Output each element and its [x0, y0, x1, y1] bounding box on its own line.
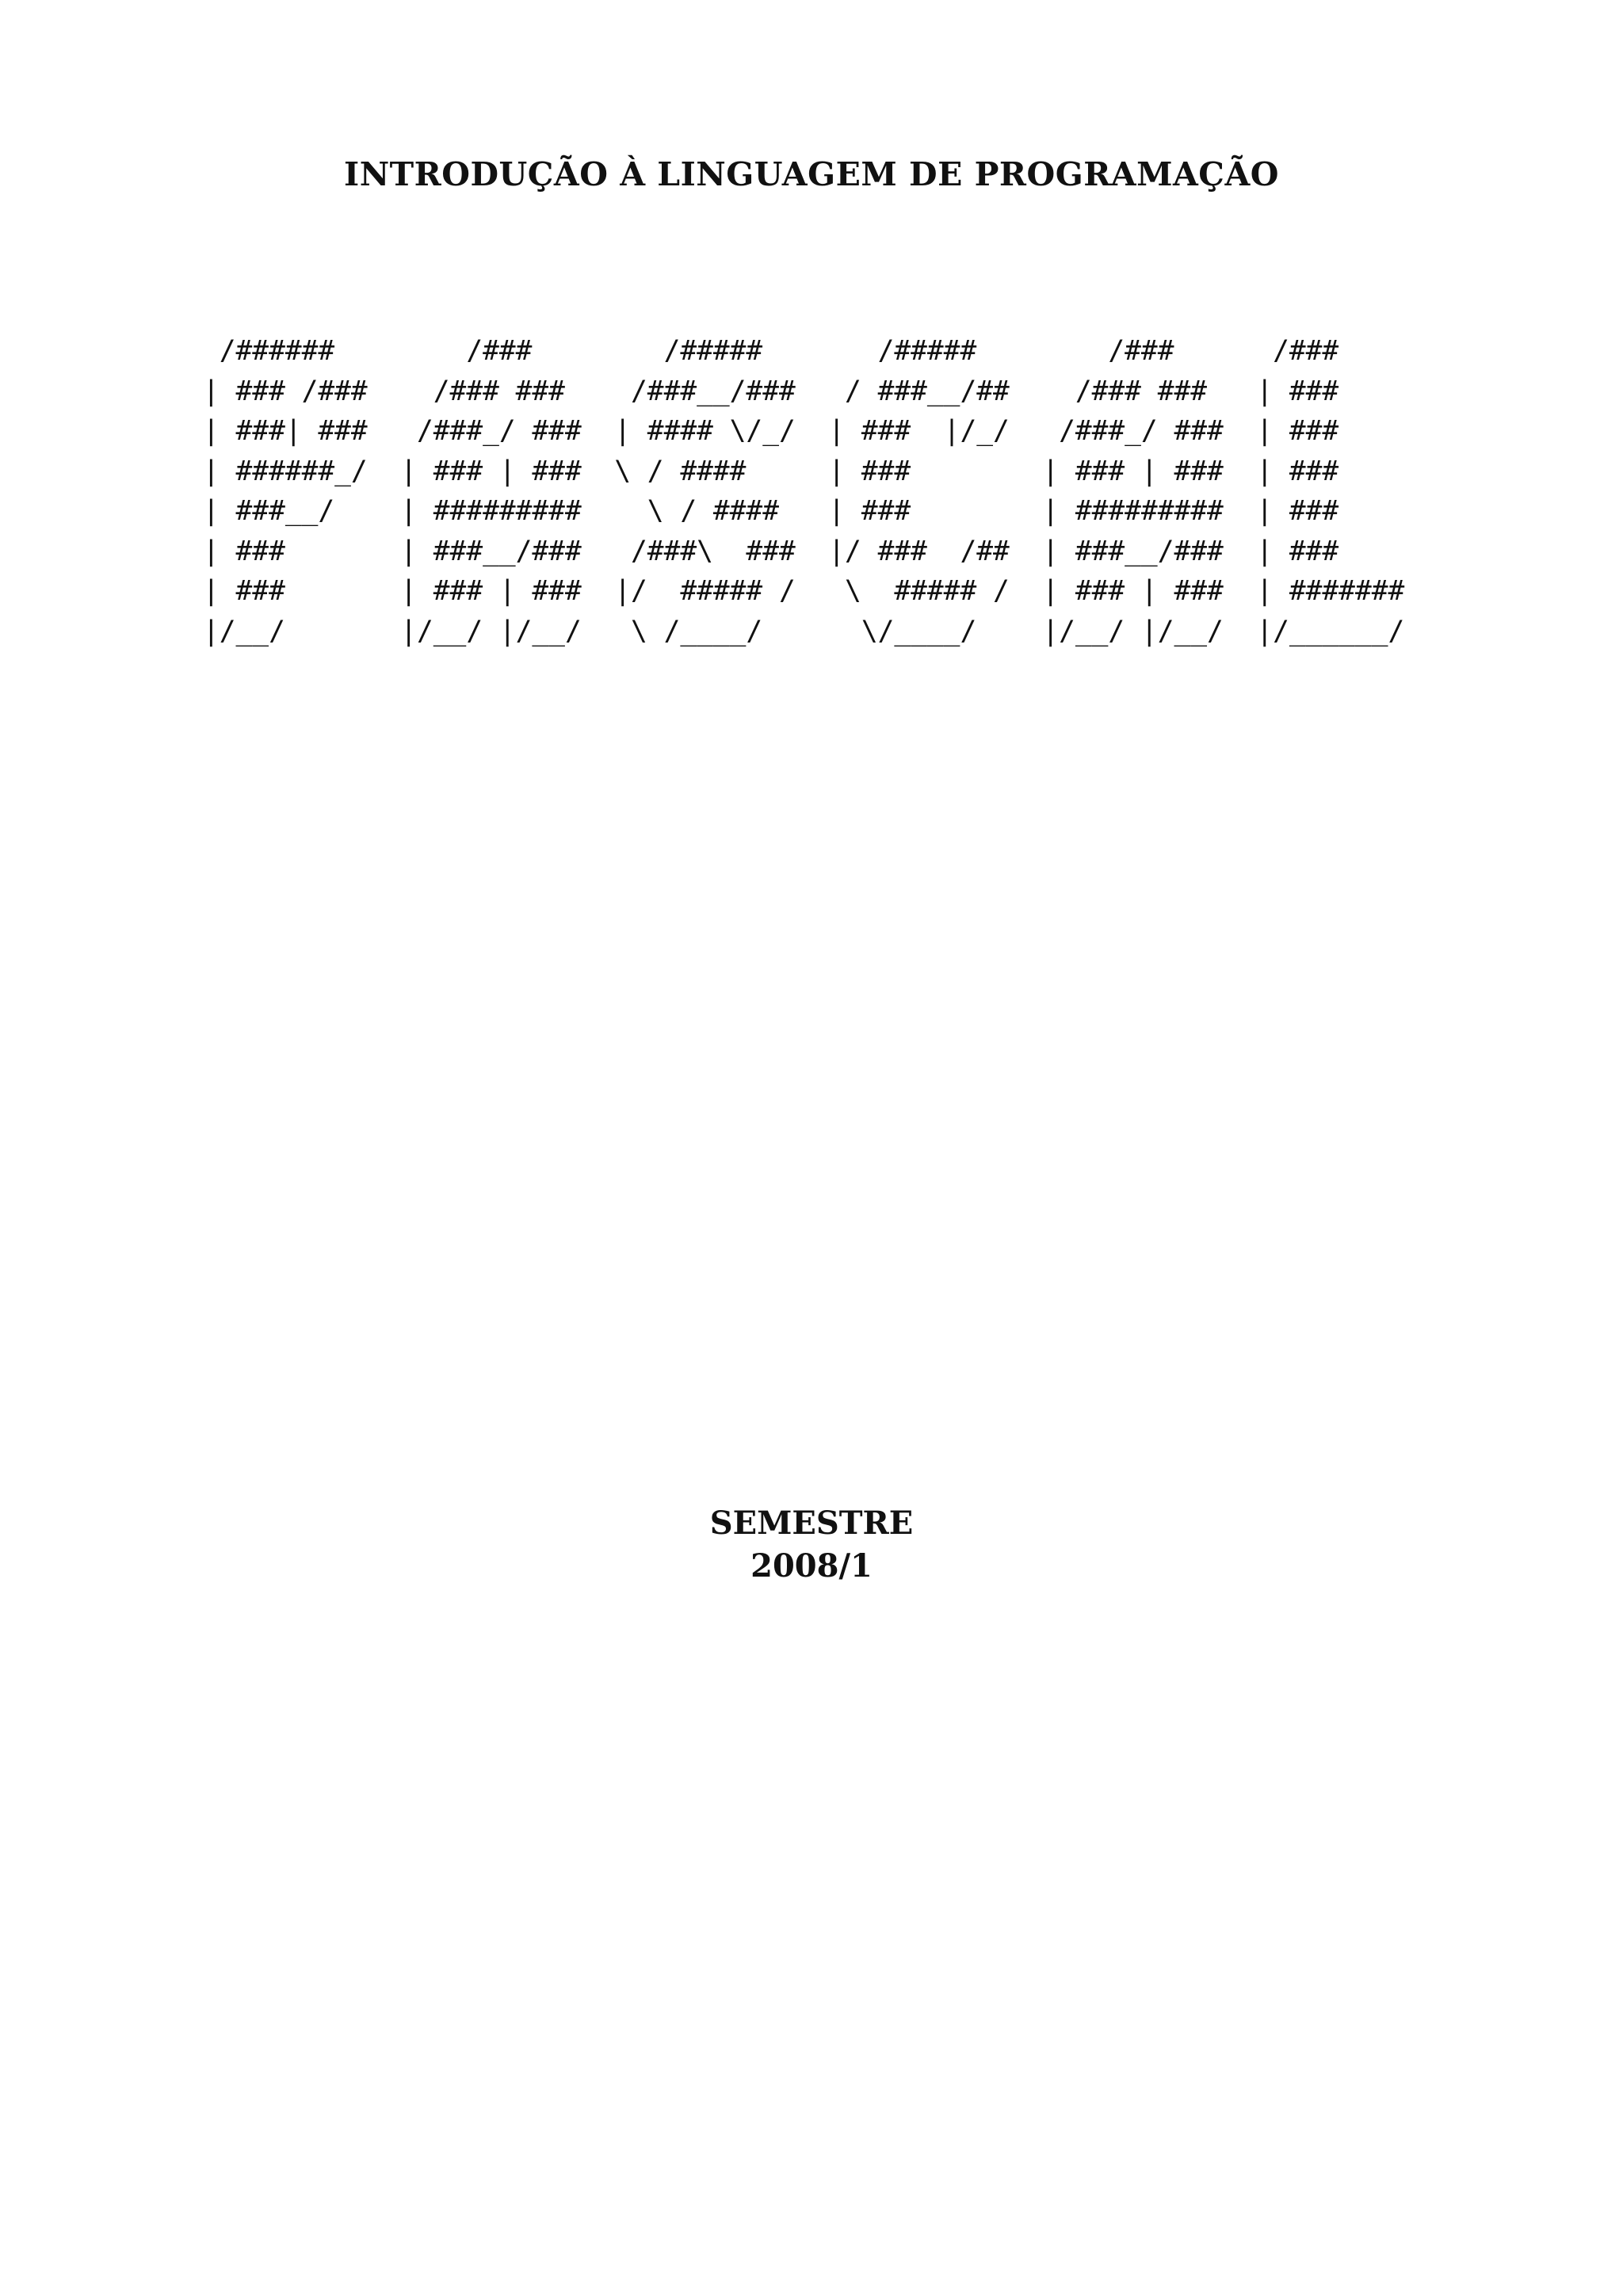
course-title: INTRODUÇÃO À LINGUAGEM DE PROGRAMAÇÃO — [344, 155, 1279, 193]
ascii-banner-pascal — [203, 331, 1404, 651]
ascii-banner-line: |/__/ |/__/ |/__/ \ /____/ \/____/ |/__/ |/__/ |/______/ — [203, 615, 1405, 647]
ascii-banner-line: | ### | ###__/### /###\ ### |/ ### /## | ###__/### | ### — [203, 535, 1339, 567]
ascii-banner-line: /###### /### /##### /##### /### /### — [203, 335, 1339, 367]
semester-block — [0, 1502, 1623, 1588]
ascii-banner-line: | ### /### /### ### /###__/### / ###__/## /### ### | ### — [203, 375, 1339, 407]
ascii-banner-line: | ######_/ | ### | ### \ / #### | ### | ### | ### | ### — [203, 455, 1339, 487]
ascii-banner-line: | ### | ### | ### |/ ##### / \ ##### / | ### | ### | ####### — [203, 575, 1405, 607]
ascii-banner-line: | ###__/ | ######### \ / #### | ### | ######### | ### — [203, 495, 1339, 527]
ascii-banner-line: | ###| ### /###_/ ### | #### \/_/ | ### |/_/ /###_/ ### | ### — [203, 415, 1339, 447]
semester-value: 2008/1 — [750, 1547, 873, 1585]
semester-label: SEMESTRE — [709, 1505, 914, 1542]
